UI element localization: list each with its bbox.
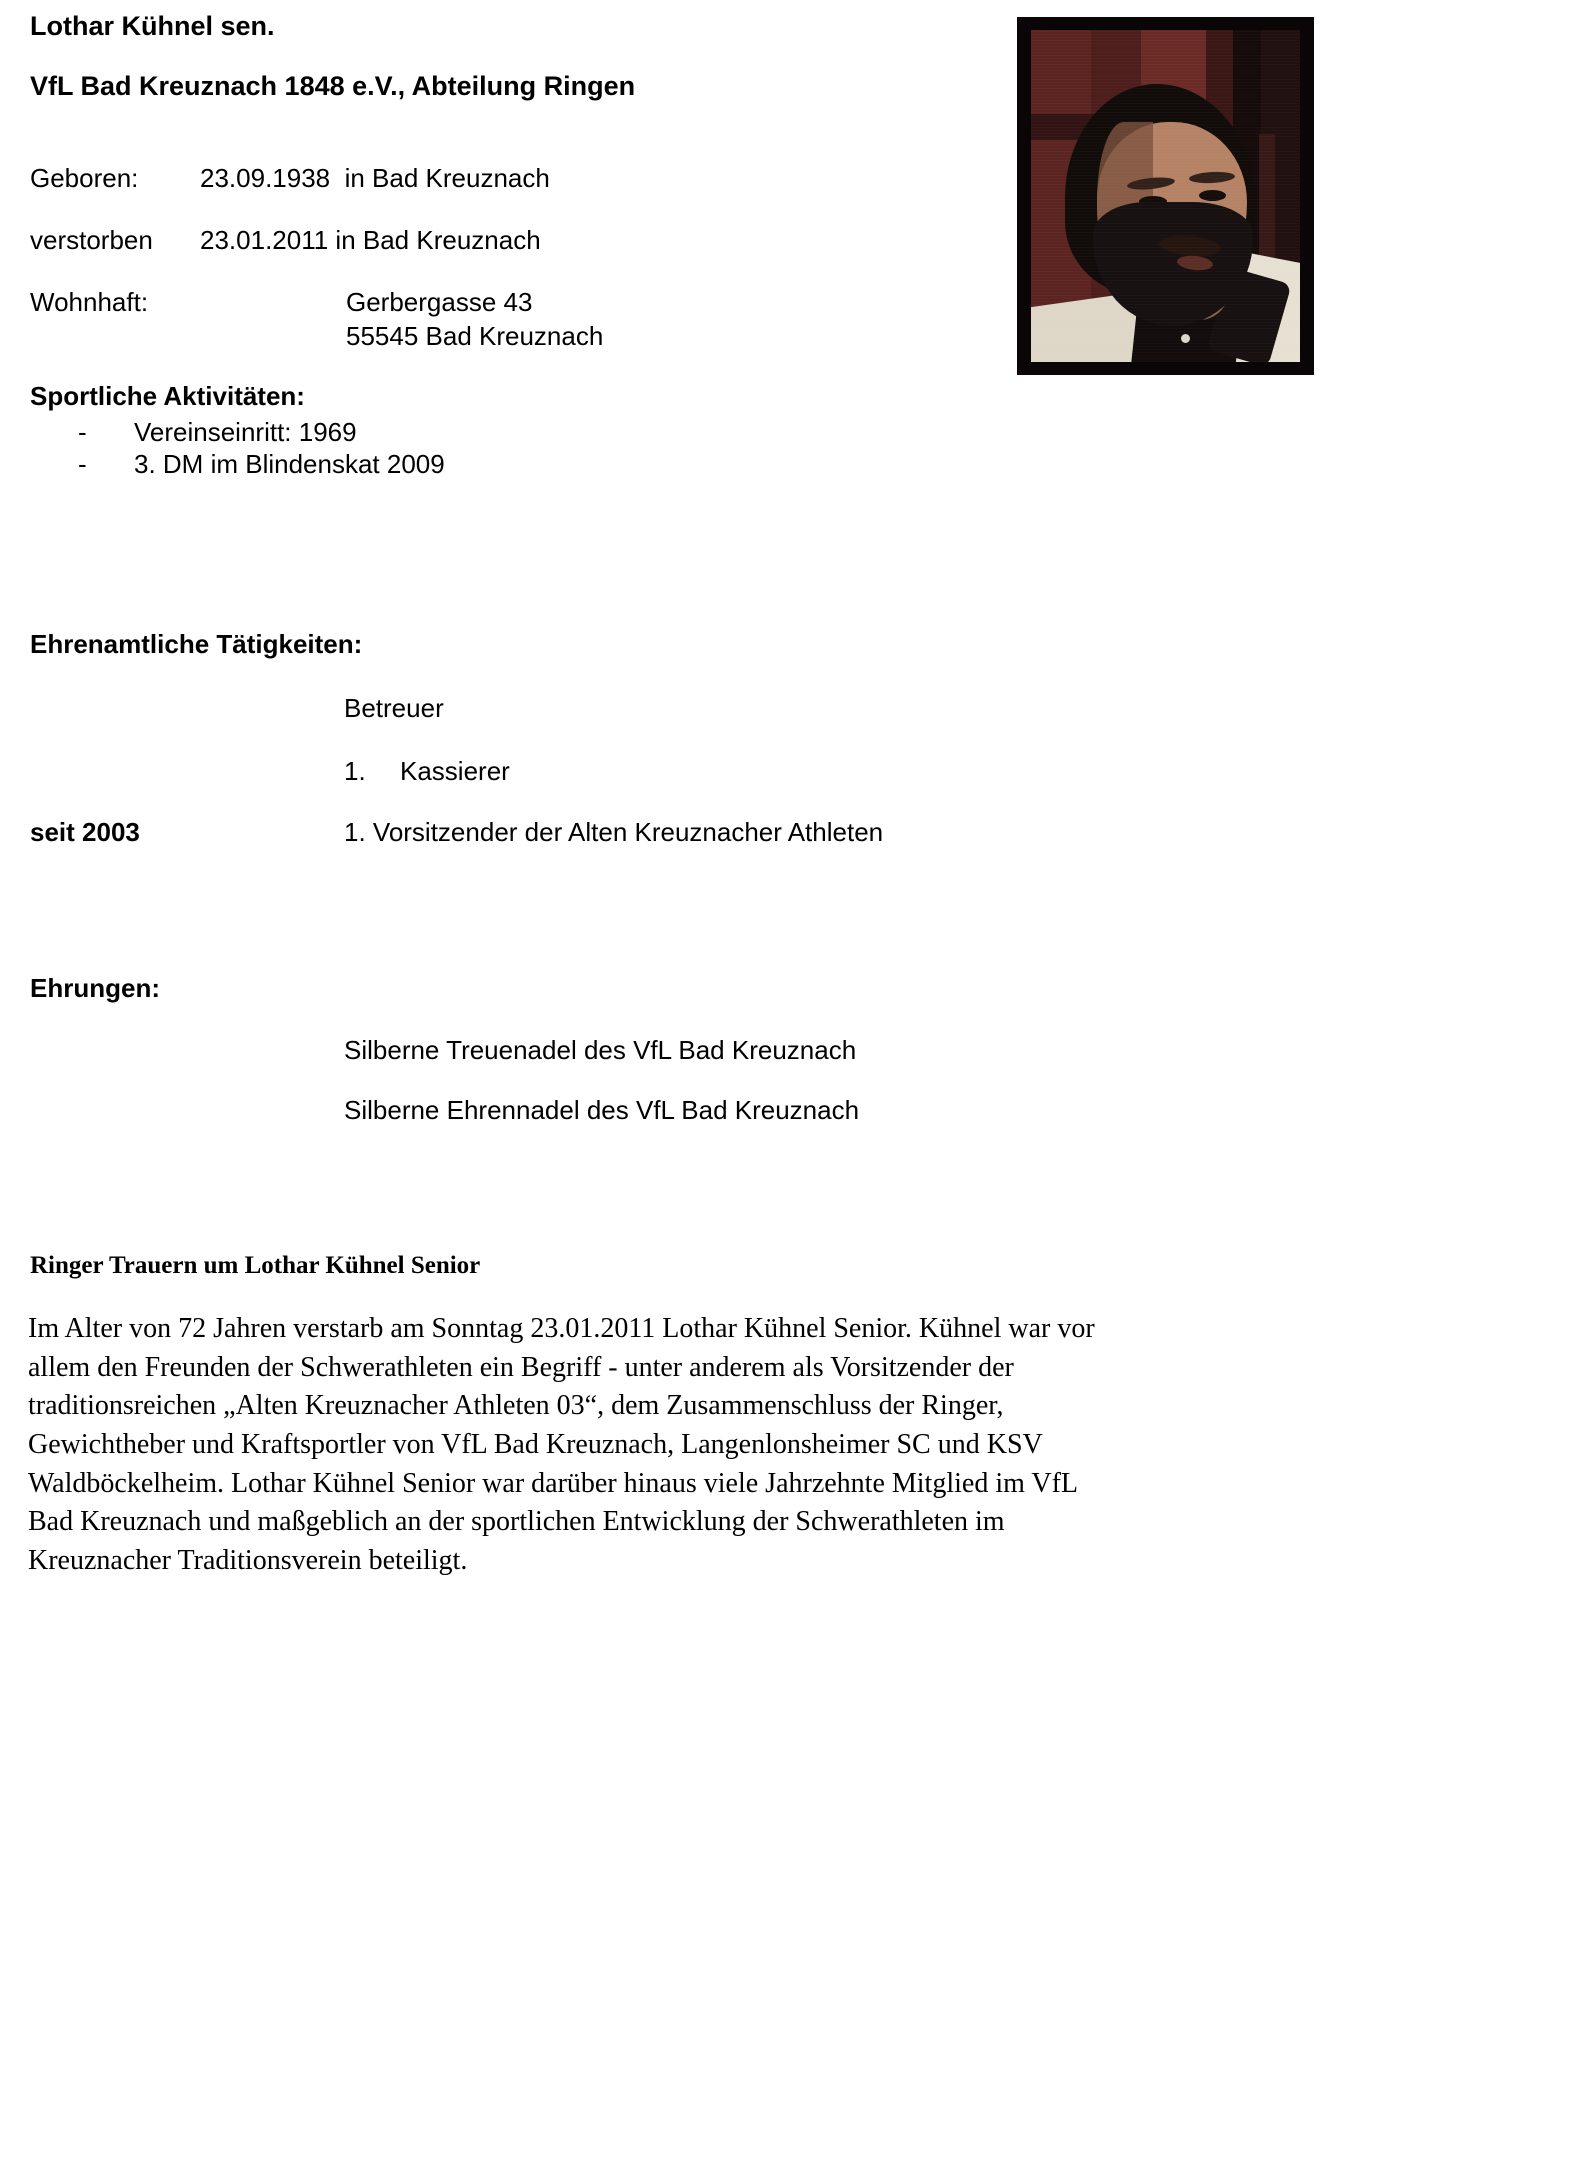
died-value: 23.01.2011 in Bad Kreuznach: [200, 225, 541, 255]
born-value: 23.09.1938 in Bad Kreuznach: [200, 163, 550, 193]
obituary-body: Im Alter von 72 Jahren verstarb am Sonntag 23.01.2011 Lothar Kühnel Senior. Kühnel war vor allem den Freunden der Schwerathleten ein Begriff - unter anderem als Vorsitzender der traditionsreichen „Alten Kreuznacher Athleten 03“, dem Zusammenschluss der Ringer, Gewichtheber und Kraftsportler von VfL Bad Kreuznach, Langenlonsheimer SC und KSV Waldböckelheim. Lothar Kühnel Senior war darüber hinaus viele Jahrzehnte Mitglied im VfL Bad Kreuznach und maßgeblich an der sportlichen Entwicklung der Schwerathleten im Kreuznacher Traditionsverein beteiligt.: [28, 1313, 1095, 1576]
portrait-photo: [1031, 30, 1300, 362]
volunteer-role-2: Kassierer: [400, 756, 510, 786]
address-line-2: 55545 Bad Kreuznach: [346, 321, 604, 351]
sports-bullet-dash-1: -: [78, 417, 87, 447]
volunteer-heading: Ehrenamtliche Tätigkeiten:: [30, 629, 363, 659]
honors-item-2: Silberne Ehrennadel des VfL Bad Kreuznach: [344, 1095, 860, 1125]
sports-item-1: Vereinseinritt: 1969: [134, 417, 357, 447]
portrait-photo-frame: [1017, 17, 1314, 375]
died-label: verstorben: [30, 225, 153, 255]
photo-shirt-button: [1181, 334, 1190, 343]
volunteer-role-3-since: seit 2003: [30, 817, 140, 847]
volunteer-role-3: 1. Vorsitzender der Alten Kreuznacher Athleten: [344, 817, 884, 847]
sports-bullet-dash-2: -: [78, 449, 87, 479]
sports-heading: Sportliche Aktivitäten:: [30, 381, 305, 411]
honors-item-1: Silberne Treuenadel des VfL Bad Kreuznach: [344, 1035, 857, 1065]
obituary-heading: Ringer Trauern um Lothar Kühnel Senior: [30, 1252, 481, 1279]
volunteer-role-2-number: 1.: [344, 756, 366, 786]
born-label: Geboren:: [30, 163, 139, 193]
photo-eye-right: [1199, 190, 1226, 201]
person-name-heading: Lothar Kühnel sen.: [30, 11, 275, 41]
address-label: Wohnhaft:: [30, 287, 149, 317]
volunteer-role-1: Betreuer: [344, 693, 444, 723]
sports-item-2: 3. DM im Blindenskat 2009: [134, 449, 445, 479]
address-line-1: Gerbergasse 43: [346, 287, 533, 317]
club-heading: VfL Bad Kreuznach 1848 e.V., Abteilung Ringen: [30, 71, 636, 101]
honors-heading: Ehrungen:: [30, 973, 160, 1003]
